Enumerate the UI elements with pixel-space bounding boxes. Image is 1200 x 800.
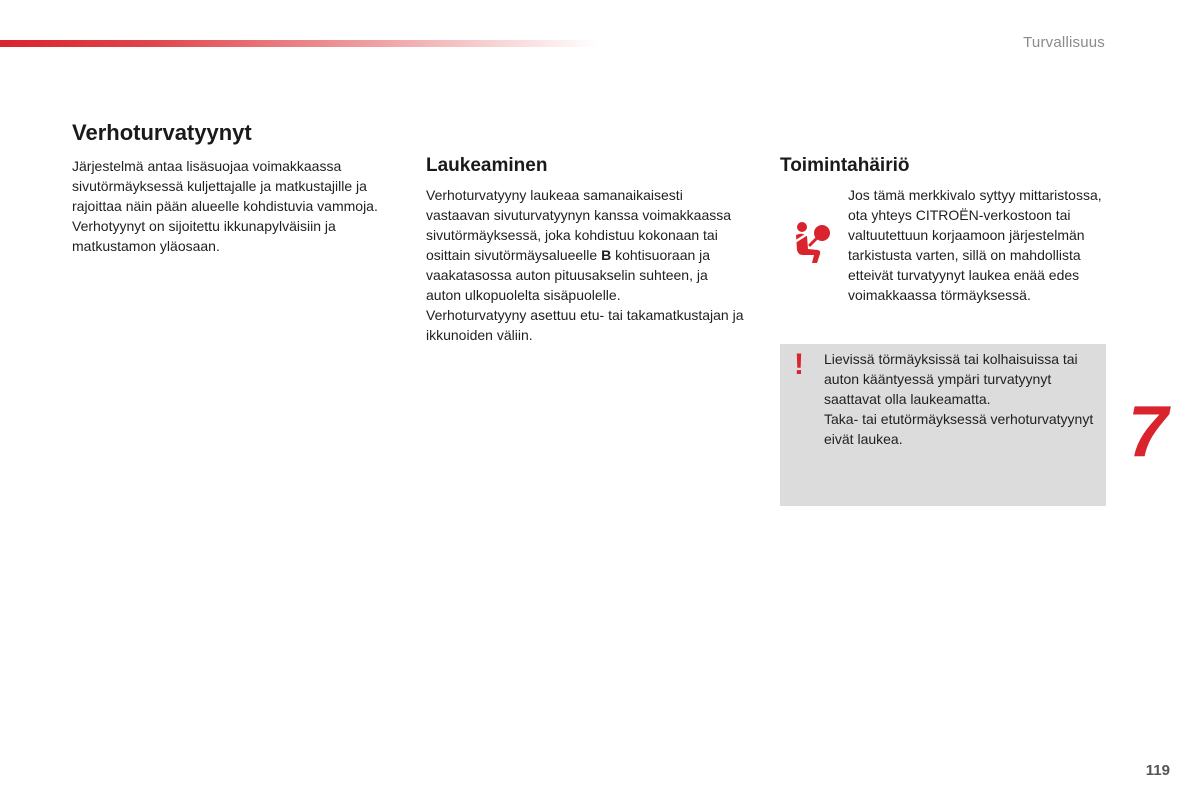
warning-note-paragraph: Taka- tai etutörmäyksessä verhoturvatyynyt eivät laukea.	[824, 411, 1094, 447]
page-title: Verhoturvatyynyt	[72, 120, 252, 145]
chapter-number: 7	[1128, 392, 1169, 472]
deployment-paragraph	[426, 185, 746, 305]
page-number: 119	[1145, 762, 1170, 779]
deployment-text-start: Verhoturvatyyny laukeaa samanaikaisesti vastaavan sivuturvatyynyn kanssa voimakkaassa sivutörmäyksessä, joka kohdistuu kokonaan tai osittain sivutörmäysalueelle	[426, 187, 732, 263]
deployment-text-end: kohtisuoraan ja vaakatasossa auton pituusakselin suhteen, ja auton ulkopuolelta sisäpuolelle.	[426, 247, 711, 303]
deployment-heading: Laukeaminen	[426, 155, 548, 176]
warning-note-text	[824, 349, 1102, 449]
middle-column	[426, 155, 746, 345]
header-accent-bar	[0, 40, 600, 47]
warning-note-box	[780, 344, 1106, 506]
exclamation-icon: !	[794, 348, 804, 381]
placement-paragraph: Verhoturvatyyny asettuu etu- tai takamatkustajan ja ikkunoiden väliin.	[426, 307, 744, 343]
right-column	[780, 155, 1106, 325]
section-title: Turvallisuus	[1023, 34, 1105, 51]
left-column	[72, 120, 392, 256]
malfunction-block	[780, 185, 1106, 325]
malfunction-paragraph: Jos tämä merkkivalo syttyy mittaristossa, ota yhteys CITROËN-verkostoon tai valtuutettuun korjaamoon järjestelmän tarkistusta varten, sillä on mahdollista etteivät turvatyynyt laukea enää edes voimakkaassa törmäyksessä.	[848, 187, 1102, 303]
warning-note-paragraph: Lievissä törmäyksissä tai kolhaisuissa tai auton kääntyessä ympäri turvatyynyt saattavat olla laukeamatta.	[824, 351, 1078, 407]
zone-letter: B	[601, 247, 612, 263]
intro-paragraph: Järjestelmä antaa lisäsuojaa voimakkaassa sivutörmäyksessä kuljettajalle ja matkustajille ja rajoittaa näin pään alueelle kohdistuvia vammoja.	[72, 158, 378, 214]
airbag-warning-icon	[786, 219, 834, 267]
malfunction-heading: Toimintahäiriö	[780, 155, 910, 176]
location-paragraph: Verhotyynyt on sijoitettu ikkunapylväisiin ja matkustamon yläosaan.	[72, 218, 336, 254]
